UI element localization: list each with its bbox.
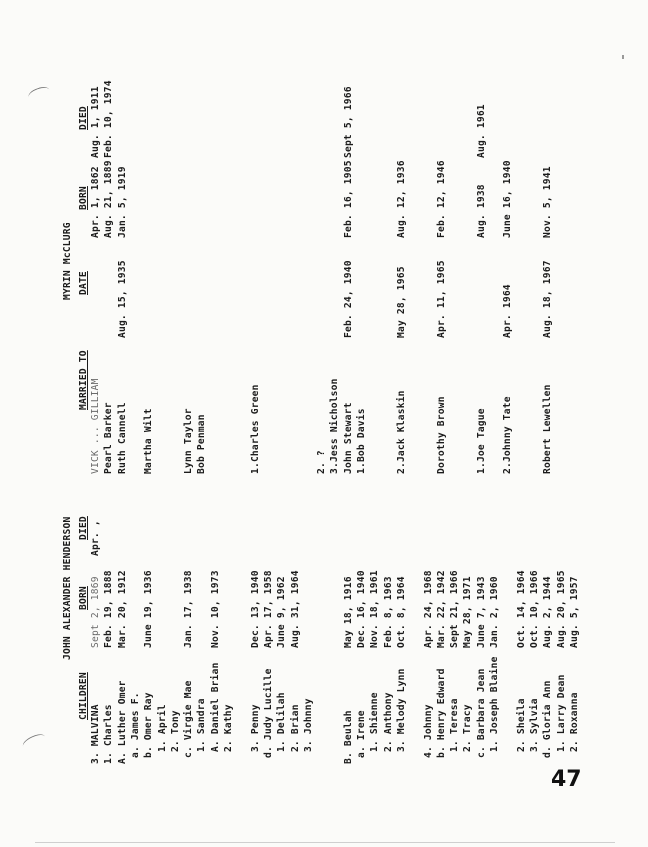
birth-date: Oct. 14, 1964 xyxy=(515,570,527,648)
child-name: A. Daniel Brian xyxy=(209,662,221,764)
birth-date: Nov. 18, 1961 xyxy=(369,570,381,648)
child-name: 2. Tracy xyxy=(462,704,474,764)
marriage-date: Apr. 11, 1965 xyxy=(435,260,447,338)
birth-date: Oct. 10, 1966 xyxy=(528,570,540,648)
column-header-children: CHILDREN xyxy=(78,672,89,720)
child-name: B. Beulah xyxy=(342,710,354,764)
birth-date: Aug. 20, 1965 xyxy=(555,570,567,648)
family-name-left: JOHN ALEXANDER HENDERSON xyxy=(62,516,73,660)
page-number: 47 xyxy=(551,767,582,792)
child-name: 4. Johnny xyxy=(422,704,434,764)
birth-date: Feb. 19, 1888 xyxy=(103,570,115,648)
column-header-died-spouse: DIED xyxy=(78,106,89,130)
child-name: 3. Penny xyxy=(249,704,261,764)
birth-date: Mar. 22, 1942 xyxy=(435,570,447,648)
spouse-death-date: Aug. 1, 1911 xyxy=(90,86,101,158)
child-name: 3. Melody Lynn xyxy=(395,668,407,764)
spouse-birth-date: Feb. 12, 1946 xyxy=(435,160,447,238)
page-crease-line xyxy=(35,842,615,843)
spouse-birth-date: Apr. 1, 1862 xyxy=(90,166,101,238)
spouse-birth-date: Aug. 21, 1889 xyxy=(103,160,115,238)
child-name: c. Barbara Jean xyxy=(475,668,487,764)
child-name: 3. Johnny xyxy=(302,698,314,764)
child-name: b. Henry Edward xyxy=(435,668,447,764)
spouse-birth-date: Feb. 16, 1905 xyxy=(342,160,354,238)
birth-date: Apr. 24, 1968 xyxy=(422,570,434,648)
child-name: 1. Larry Dean xyxy=(555,674,567,764)
child-name: c. Virgie Mae xyxy=(183,680,195,764)
child-name: 2. Roxanna xyxy=(568,692,580,764)
birth-date: Sept 2, 1869 xyxy=(90,576,101,648)
spouse-name: Dorothy Brown xyxy=(435,396,447,474)
child-name: 2. Brian xyxy=(289,704,301,764)
child-name: 2. Kathy xyxy=(223,704,234,764)
spouse-name: 2.Jack Klaskin xyxy=(395,390,407,474)
birth-date: Jan. 17, 1938 xyxy=(183,570,195,648)
child-name: 2. Sheila xyxy=(515,698,527,764)
column-header-married-to: MARRIED TO xyxy=(78,350,89,410)
marriage-date: May 28, 1965 xyxy=(395,266,407,338)
spouse-name: 1.Joe Tague xyxy=(475,408,487,474)
spouse-name: 2.Johnny Tate xyxy=(502,396,514,474)
birth-date: Oct. 8, 1964 xyxy=(395,576,407,648)
child-name: 1. Delilah xyxy=(276,692,288,764)
punch-mark-top xyxy=(27,85,51,103)
spouse-birth-date: Nov. 5, 1941 xyxy=(542,166,554,238)
punch-mark-bottom xyxy=(21,731,47,751)
spouse-name: John Stewart xyxy=(342,402,354,474)
child-name: 2. Anthony xyxy=(382,692,394,764)
family-name-right: MYRIN McCLURG xyxy=(62,222,73,300)
child-name: 1. Charles xyxy=(103,704,115,764)
child-name: a. Irene xyxy=(356,710,367,764)
spouse-name: Pearl Barker xyxy=(103,402,115,474)
spouse-death-date: Aug. 1961 xyxy=(475,104,487,158)
spouse-name: Robert Lewellen xyxy=(542,384,554,474)
column-header-died: DIED xyxy=(78,516,89,540)
child-name: 1. Shienne xyxy=(369,692,381,764)
birth-date: May 28, 1971 xyxy=(462,576,474,648)
child-name: 1. Sandra xyxy=(196,698,208,764)
spouse-birth-date: June 16, 1940 xyxy=(502,160,514,238)
birth-date: Nov. 10, 1973 xyxy=(209,570,221,648)
birth-date: Aug. 31, 1964 xyxy=(289,570,301,648)
spouse-birth-date: Jan. 5, 1919 xyxy=(116,166,128,238)
spouse-birth-date: Aug. 12, 1936 xyxy=(395,160,407,238)
child-name: 3. Sylvia xyxy=(528,698,540,764)
spouse-name: 2. ? xyxy=(316,450,328,474)
marriage-date: Apr. 1964 xyxy=(502,284,514,338)
child-name: d. Judy Lucille xyxy=(262,668,274,764)
spouse-name: 1.Bob Davis xyxy=(356,408,367,474)
column-header-born: BORN xyxy=(78,586,89,610)
birth-date: May 18, 1916 xyxy=(342,576,354,648)
marriage-date: Aug. 18, 1967 xyxy=(542,260,554,338)
spouse-name: Ruth Cannell xyxy=(116,402,128,474)
birth-date: Aug. 5, 1957 xyxy=(568,576,580,648)
spouse-name: 1.Charles Green xyxy=(249,384,261,474)
birth-date: June 7, 1943 xyxy=(475,576,487,648)
spouse-name: 3.Jess Nicholson xyxy=(329,378,341,474)
birth-date: Jan. 2, 1960 xyxy=(489,576,500,648)
spouse-birth-date: Aug. 1938 xyxy=(475,184,487,238)
child-name: 1. Joseph Blaine xyxy=(489,656,500,764)
birth-date: June 9, 1962 xyxy=(276,576,288,648)
spouse-name: Lynn Taylor xyxy=(183,408,195,474)
birth-date: Aug. 2, 1944 xyxy=(542,576,554,648)
spouse-death-date: Sept 5, 1966 xyxy=(342,86,354,158)
birth-date: Apr. 17, 1958 xyxy=(262,570,274,648)
spouse-name: Bob Penman xyxy=(196,414,208,474)
column-header-born-spouse: BORN xyxy=(78,186,89,210)
death-date: Apr. , xyxy=(90,520,101,556)
child-name: a. James F. xyxy=(129,692,141,764)
edge-speck xyxy=(622,55,624,59)
spouse-name: Martha Wilt xyxy=(143,408,155,474)
child-name: A. Luther Omer xyxy=(116,680,128,764)
column-header-date: DATE xyxy=(78,271,89,295)
child-name: 1. April xyxy=(156,704,168,764)
birth-date: Mar. 20, 1912 xyxy=(116,570,128,648)
birth-date: Feb. 8, 1963 xyxy=(382,576,394,648)
birth-date: Dec. 16, 1940 xyxy=(356,570,367,648)
marriage-date: Feb. 24, 1940 xyxy=(342,260,354,338)
birth-date: Dec. 13, 1940 xyxy=(249,570,261,648)
child-name: 3. MALVINA xyxy=(90,704,101,764)
marriage-date: Aug. 15, 1935 xyxy=(116,260,128,338)
child-name: d. Gloria Ann xyxy=(542,680,554,764)
child-name: 1. Teresa xyxy=(449,698,461,764)
spouse-death-date: Feb. 10, 1974 xyxy=(103,80,115,158)
child-name: 2. Tony xyxy=(169,710,181,764)
birth-date: June 19, 1936 xyxy=(143,570,155,648)
child-name: b. Omer Ray xyxy=(143,692,155,764)
rotated-genealogy-sheet xyxy=(60,50,600,770)
spouse-name: VICK ... GILLIAM xyxy=(90,378,101,474)
birth-date: Sept 21, 1966 xyxy=(449,570,461,648)
